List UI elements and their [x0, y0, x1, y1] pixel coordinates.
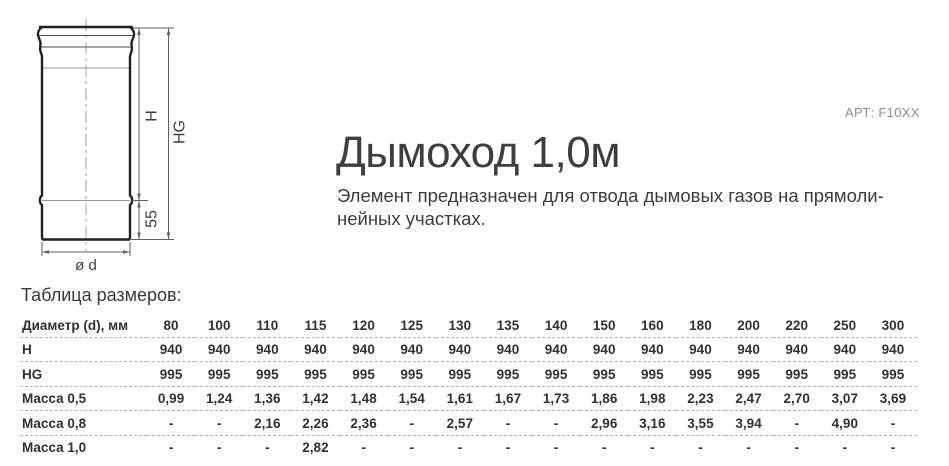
- table-row-mass-05: [20, 386, 917, 411]
- row-label-h: H: [20, 337, 147, 362]
- table-cell: 995: [291, 362, 339, 387]
- table-cell: 995: [532, 362, 580, 387]
- table-cell: 2,36: [340, 411, 388, 436]
- table-cell: 1,54: [388, 386, 436, 411]
- table-cell: 1,36: [243, 386, 291, 411]
- table-cell: 995: [388, 362, 436, 387]
- table-cell: -: [388, 411, 436, 436]
- table-cell: 995: [243, 362, 291, 387]
- row-label-mass-08: Масса 0,8: [20, 411, 147, 436]
- table-cell: 135: [484, 313, 532, 337]
- table-cell: -: [505, 440, 511, 455]
- table-cell: -: [869, 411, 917, 436]
- table-cell: 80: [147, 313, 195, 337]
- dim-label-h: H: [143, 110, 161, 122]
- table-cell: 2,70: [773, 386, 821, 411]
- table-cell: -: [890, 440, 896, 455]
- table-cell: 940: [436, 337, 484, 362]
- table-cell: 940: [147, 337, 195, 362]
- table-cell: 1,86: [580, 386, 628, 411]
- table-cell: 2,57: [436, 411, 484, 436]
- table-cell: 995: [147, 362, 195, 387]
- table-cell: 1,48: [340, 386, 388, 411]
- table-cell: 200: [725, 313, 773, 337]
- table-cell: 995: [436, 362, 484, 387]
- table-cell: -: [842, 440, 848, 455]
- table-cell: -: [794, 440, 799, 455]
- description-line-2: нейных участках.: [337, 208, 486, 229]
- table-cell: -: [457, 440, 463, 455]
- technical-drawing: [14, 4, 224, 289]
- table-cell: -: [265, 440, 270, 455]
- table-cell: -: [532, 411, 580, 436]
- table-cell: -: [746, 440, 751, 455]
- table-cell: 3,94: [725, 411, 773, 436]
- table-cell: 220: [773, 313, 821, 337]
- table-cell: -: [168, 440, 174, 455]
- size-table: [20, 313, 917, 459]
- table-cell: 115: [291, 313, 339, 337]
- table-cell: 3,69: [869, 386, 917, 411]
- dim-label-55: 55: [143, 210, 161, 228]
- table-cell: 995: [773, 362, 821, 387]
- table-cell: 995: [340, 362, 388, 387]
- dim-label-diameter: ø d: [75, 257, 97, 274]
- table-cell: 300: [869, 313, 917, 337]
- table-cell: 940: [388, 337, 436, 362]
- table-cell: 2,82: [302, 440, 329, 455]
- table-cell: 940: [340, 337, 388, 362]
- table-cell: 250: [821, 313, 869, 337]
- article-number: АРТ: F10XX: [845, 105, 920, 120]
- table-cell: 995: [628, 362, 676, 387]
- table-cell: 2,47: [725, 386, 773, 411]
- table-cell: -: [553, 440, 559, 455]
- table-cell: 3,16: [628, 411, 676, 436]
- table-cell: 940: [580, 337, 628, 362]
- table-cell: 995: [821, 362, 869, 387]
- table-cell: -: [773, 411, 821, 436]
- table-cell: -: [484, 411, 532, 436]
- table-header-label: Диаметр (d), мм: [20, 313, 147, 337]
- table-cell: -: [698, 440, 703, 455]
- dim-label-hg: HG: [171, 120, 189, 144]
- table-cell: 3,55: [676, 411, 724, 436]
- table-cell: 3,07: [821, 386, 869, 411]
- table-cell: 940: [725, 337, 773, 362]
- table-cell: 2,23: [676, 386, 724, 411]
- table-row-hg: [20, 362, 917, 387]
- table-cell: 2,16: [243, 411, 291, 436]
- table-cell: -: [409, 440, 414, 455]
- table-cell: 2,26: [291, 411, 339, 436]
- table-cell: 940: [291, 337, 339, 362]
- table-cell: 1,73: [532, 386, 580, 411]
- table-cell: 1,42: [291, 386, 339, 411]
- table-cell: 995: [195, 362, 243, 387]
- table-cell: 940: [532, 337, 580, 362]
- row-label-mass-05: Масса 0,5: [20, 386, 147, 411]
- table-cell: 995: [484, 362, 532, 387]
- table-cell: -: [361, 440, 366, 455]
- table-cell: 110: [243, 313, 291, 337]
- table-cell: 1,98: [628, 386, 676, 411]
- table-cell: 995: [580, 362, 628, 387]
- table-cell: 150: [580, 313, 628, 337]
- table-header-row: [20, 313, 917, 337]
- table-cell: 995: [869, 362, 917, 387]
- table-cell: 995: [676, 362, 724, 387]
- table-cell: 1,61: [436, 386, 484, 411]
- table-cell: 940: [195, 337, 243, 362]
- table-cell: 100: [195, 313, 243, 337]
- table-cell: -: [601, 440, 607, 455]
- table-cell: 180: [676, 313, 724, 337]
- table-cell: 130: [436, 313, 484, 337]
- table-cell: 0,99: [147, 386, 195, 411]
- table-row-h: [20, 337, 917, 362]
- table-cell: 125: [388, 313, 436, 337]
- table-row-mass-10: [20, 435, 917, 459]
- table-cell: 120: [340, 313, 388, 337]
- table-section-title: Таблица размеров:: [21, 285, 182, 305]
- table-cell: 940: [628, 337, 676, 362]
- table-cell: -: [147, 411, 195, 436]
- table-cell: 940: [773, 337, 821, 362]
- row-label-mass-10: Масса 1,0: [22, 440, 87, 455]
- table-cell: 940: [484, 337, 532, 362]
- table-cell: -: [195, 411, 243, 436]
- description-line-1: Элемент предназначен для отвода дымовых газов на прямоли-: [337, 184, 884, 206]
- row-label-hg: HG: [20, 362, 147, 387]
- table-cell: 1,24: [195, 386, 243, 411]
- product-title: Дымоход 1,0м: [336, 128, 620, 178]
- table-cell: 995: [725, 362, 773, 387]
- table-cell: 1,67: [484, 386, 532, 411]
- table-row-mass-08: [20, 411, 917, 436]
- product-description: [337, 184, 927, 231]
- table-cell: 940: [869, 337, 917, 362]
- table-cell: 940: [676, 337, 724, 362]
- table-cell: 940: [243, 337, 291, 362]
- table-cell: 2,96: [580, 411, 628, 436]
- table-cell: -: [650, 440, 655, 455]
- table-cell: -: [216, 440, 222, 455]
- table-cell: 140: [532, 313, 580, 337]
- table-cell: 160: [628, 313, 676, 337]
- table-cell: 940: [821, 337, 869, 362]
- table-cell: 4,90: [821, 411, 869, 436]
